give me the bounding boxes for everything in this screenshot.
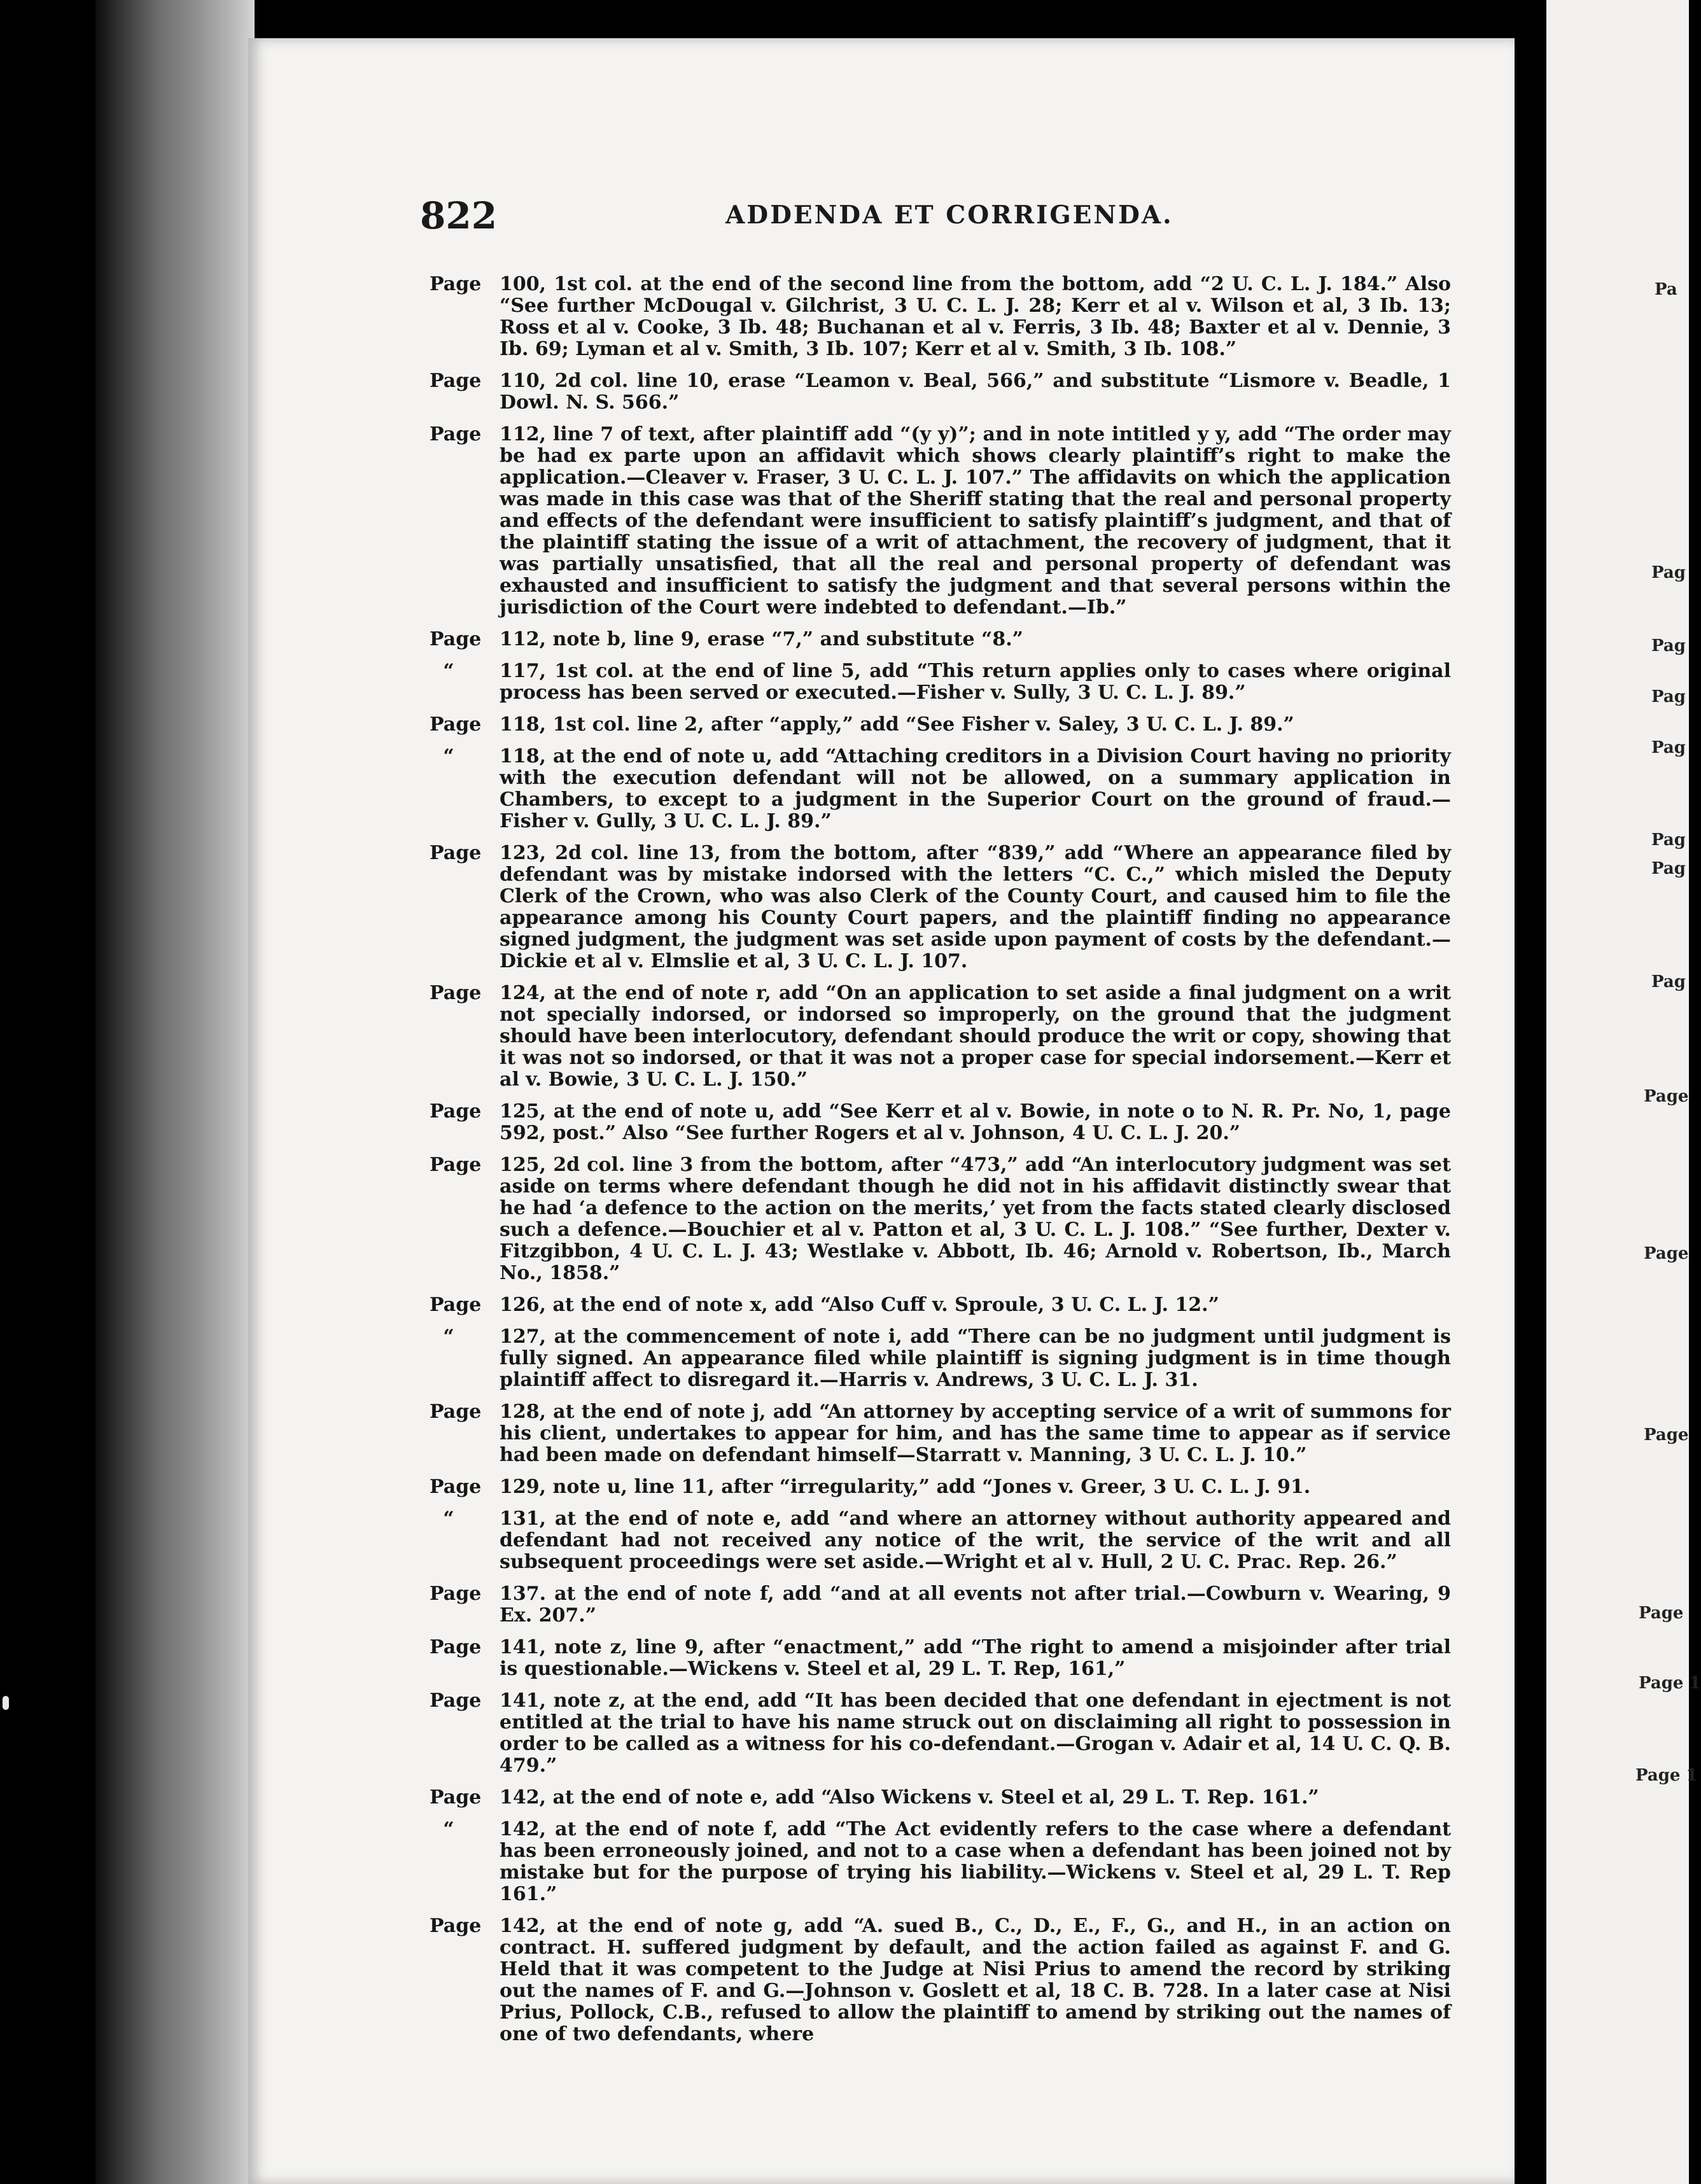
entry-text: 126, at the end of note x, add “Also Cuff v. Sproule, 3 U. C. L. J. 12.” <box>500 1294 1219 1316</box>
entry-text: 141, note z, at the end, add “It has been decided that one defendant in ejectment is not entitled at the trial to have his name struck out on disclaiming all right to possession in order to be called as a witness for his co-defendant.—Grogan v. Adair et al, 14 U. C. Q. B. 479.” <box>500 1690 1451 1777</box>
entry-text: 127, at the commencement of note i, add “There can be no judgment until judgment is fully signed. An appearance filed while plaintiff is signing judgment is in time though plaintiff affect to disregard it.—Harris v. Andrews, 3 U. C. L. J. 31. <box>500 1326 1451 1391</box>
entry <box>430 1583 1451 1627</box>
entry-lead: Page <box>430 713 482 736</box>
adjacent-page-label: Page <box>1644 1425 1689 1445</box>
entry <box>430 1690 1451 1777</box>
entry-text: 100, 1st col. at the end of the second line from the bottom, add “2 U. C. L. J. 184.” Also “See further McDougal v. Gilchrist, 3 U. C. L. J. 28; Kerr et al v. Wilson et al, 3 Ib. 13; Ross et al v. Cooke, 3 Ib. 48; Buchanan et al v. Ferris, 3 Ib. 48; Baxter et al v. Dennie, 3 Ib. 69; Lyman et al v. Smith, 3 Ib. 107; Kerr et al v. Smith, 3 Ib. 108.” <box>500 273 1451 360</box>
entry-ditto-mark: “ <box>443 1508 454 1530</box>
entry-lead: Page <box>430 1690 482 1712</box>
entry-lead: Page <box>430 628 482 650</box>
entry-lead: Page <box>430 1154 482 1176</box>
entry-ditto-mark: “ <box>443 745 454 767</box>
entry <box>430 1326 1451 1391</box>
entry <box>430 274 1451 360</box>
entry-text: 131, at the end of note e, add “and where an attorney without authority appeared and defendant had not received any notice of the writ, the service of the writ and all subsequent proceedings were set aside.—Wright et al v. Hull, 2 U. C. Prac. Rep. 26.” <box>500 1508 1451 1573</box>
entry-lead: Page <box>430 273 482 295</box>
entry-lead: Page <box>430 1100 482 1123</box>
entry-lead: Page <box>430 1636 482 1658</box>
entry <box>430 714 1451 736</box>
entry-text: 112, line 7 of text, after plaintiff add “(y y)”; and in note intitled y y, add “The order may be had ex parte upon an affidavit which shows clearly plaintiff’s right to make the application.—Cleaver v. Fraser, 3 U. C. L. J. 107.” The affidavits on which the application was made in this case was that of the Sheriff stating that the real and personal property and effects of the defendant were insufficient to satisfy plaintiff’s judgment, and that of the plaintiff stating the issue of a writ of attachment, the recovery of judgment, that it was partially unsatisfied, that all the real and personal property of defendant was exhausted and insufficient to satisfy the judgment and that several persons within the jurisdiction of the Court were indebted to defendant.—Ib.” <box>500 423 1451 619</box>
entry-text: 118, 1st col. line 2, after “apply,” add “See Fisher v. Saley, 3 U. C. L. J. 89.” <box>500 713 1294 736</box>
entry <box>430 1819 1451 1905</box>
document-page <box>248 38 1515 2184</box>
entry-lead: Page <box>430 982 482 1004</box>
entry-lead: Page <box>430 1401 482 1423</box>
entry-text: 142, at the end of note g, add “A. sued B., C., D., E., F., G., and H., in an action on contract. H. suffered judgment by default, and the action failed as against F. and G. Held that it was competent to the Judge at Nisi Prius to amend the record by striking out the names of F. and G.—Johnson v. Goslett et al, 18 C. B. 728. In a later case at Nisi Prius, Pollock, C.B., refused to allow the plaintiff to amend by striking out the names of one of two defendants, where <box>500 1915 1451 2045</box>
entry-text: 137. at the end of note f, add “and at all events not after trial.—Cowburn v. Wearing, 9 Ex. 207.” <box>500 1583 1451 1627</box>
entry <box>430 1637 1451 1680</box>
entry <box>430 629 1451 650</box>
entry-ditto-mark: “ <box>443 1818 454 1840</box>
scan-speck <box>3 1696 9 1710</box>
adjacent-page-label: Pag <box>1651 972 1686 991</box>
adjacent-page-label: Pag <box>1651 563 1686 582</box>
entry-lead: Page <box>430 1786 482 1809</box>
entry-text: 125, at the end of note u, add “See Kerr et al v. Bowie, in note o to N. R. Pr. No, 1, page 592, post.” Also “See further Rogers et al v. Johnson, 4 U. C. L. J. 20.” <box>500 1100 1451 1144</box>
entry <box>430 1787 1451 1809</box>
entry-text: 110, 2d col. line 10, erase “Leamon v. Beal, 566,” and substitute “Lismore v. Beadle, 1 Dowl. N. S. 566.” <box>500 370 1451 414</box>
entry <box>430 843 1451 972</box>
adjacent-page-label: Pag <box>1651 636 1686 655</box>
book-spine-shadow <box>95 0 255 2184</box>
entry <box>430 1294 1451 1316</box>
entry-lead: Page <box>430 1583 482 1605</box>
page-number: 822 <box>420 194 498 237</box>
entry-text: 123, 2d col. line 13, from the bottom, after “839,” add “Where an appearance filed by defendant was by mistake indorsed with the letters “C. C.,” which misled the Deputy Clerk of the Crown, who was also Clerk of the County Court, and caused him to file the appearance among his County Court papers, and the plaintiff finding no appearance signed judgment, the judgment was set aside upon payment of costs by the defendant.—Dickie et al v. Elmslie et al, 3 U. C. L. J. 107. <box>500 842 1451 972</box>
entry-text: 128, at the end of note j, add “An attorney by accepting service of a writ of summons for his client, undertakes to appear for him, and has the same time to appear as if service had been made on defendant himself—Starratt v. Manning, 3 U. C. L. J. 10.” <box>500 1401 1451 1466</box>
entry <box>430 1401 1451 1466</box>
entry-lead: Page <box>430 370 482 392</box>
adjacent-page-label: Page <box>1644 1087 1689 1106</box>
adjacent-page-label: Page <box>1644 1244 1689 1263</box>
adjacent-page-label: Page <box>1639 1604 1684 1623</box>
entry-text: 142, at the end of note e, add “Also Wickens v. Steel et al, 29 L. T. Rep. 161.” <box>500 1786 1319 1809</box>
entry-ditto-mark: “ <box>443 1326 454 1348</box>
running-head: ADDENDA ET CORRIGENDA. <box>725 200 1173 230</box>
entry <box>430 1476 1451 1498</box>
entry-text: 124, at the end of note r, add “On an application to set aside a final judgment on a writ not specially indorsed, or indorsed so improperly, on the ground that the judgment should have been interlocutory, defendant should produce the writ or copy, showing that it was not so indorsed, or that it was not a proper case for special indorsement.—Kerr et al v. Bowie, 3 U. C. L. J. 150.” <box>500 982 1451 1091</box>
entry-lead: Page <box>430 1915 482 1937</box>
adjacent-page-label: Pag <box>1651 830 1686 850</box>
entry-lead: Page <box>430 842 482 864</box>
entry-text: 112, note b, line 9, erase “7,” and substitute “8.” <box>500 628 1023 650</box>
entry <box>430 370 1451 414</box>
entry-text: 141, note z, line 9, after “enactment,” add “The right to amend a misjoinder after trial is questionable.—Wickens v. Steel et al, 29 L. T. Rep, 161,” <box>500 1636 1451 1680</box>
entry-ditto-mark: “ <box>443 660 454 682</box>
adjacent-page-label: Pag <box>1651 738 1686 757</box>
adjacent-page-label: Pa <box>1655 280 1677 299</box>
entry-lead: Page <box>430 1476 482 1498</box>
entry-text: 142, at the end of note f, add “The Act evidently refers to the case where a defendant has been erroneously joined, and not to a case when a defendant has been joined not by mistake but for the purpose of trying his liability.—Wickens v. Steel et al, 29 L. T. Rep 161.” <box>500 1818 1451 1905</box>
entry <box>430 983 1451 1091</box>
adjacent-page-label: Page 1 <box>1635 1766 1698 1785</box>
adjacent-page-label: Pag <box>1651 687 1686 706</box>
entry-lead: Page <box>430 1294 482 1316</box>
entries-list <box>430 274 1451 2055</box>
entry-lead: Page <box>430 423 482 445</box>
entry <box>430 1101 1451 1144</box>
adjacent-page-label: Pag <box>1651 859 1686 878</box>
entry-text: 129, note u, line 11, after “irregularity,” add “Jones v. Greer, 3 U. C. L. J. 91. <box>500 1476 1311 1498</box>
entry <box>430 1508 1451 1573</box>
entry-text: 118, at the end of note u, add “Attaching creditors in a Division Court having no priority with the execution defendant will not be allowed, on a summary application in Chambers, to except to a judgment in the Superior Court on the ground of fraud.—Fisher v. Gully, 3 U. C. L. J. 89.” <box>500 745 1451 832</box>
entry <box>430 1154 1451 1284</box>
entry-text: 125, 2d col. line 3 from the bottom, after “473,” add “An interlocutory judgment was set aside on terms where defendant though he did not in his affidavit distinctly swear that he had ‘a defence to the action on the merits,’ yet from the facts stated clearly disclosed such a defence.—Bouchier et al v. Patton et al, 3 U. C. L. J. 108.” “See further, Dexter v. Fitzgibbon, 4 U. C. L. J. 43; Westlake v. Abbott, Ib. 46; Arnold v. Robertson, Ib., March No., 1858.” <box>500 1154 1451 1284</box>
adjacent-page-label: Page 1 <box>1639 1674 1701 1693</box>
entry <box>430 746 1451 832</box>
entry-text: 117, 1st col. at the end of line 5, add “This return applies only to cases where original process has been served or executed.—Fisher v. Sully, 3 U. C. L. J. 89.” <box>500 660 1451 704</box>
entry <box>430 1915 1451 2045</box>
entry <box>430 424 1451 619</box>
entry <box>430 661 1451 704</box>
